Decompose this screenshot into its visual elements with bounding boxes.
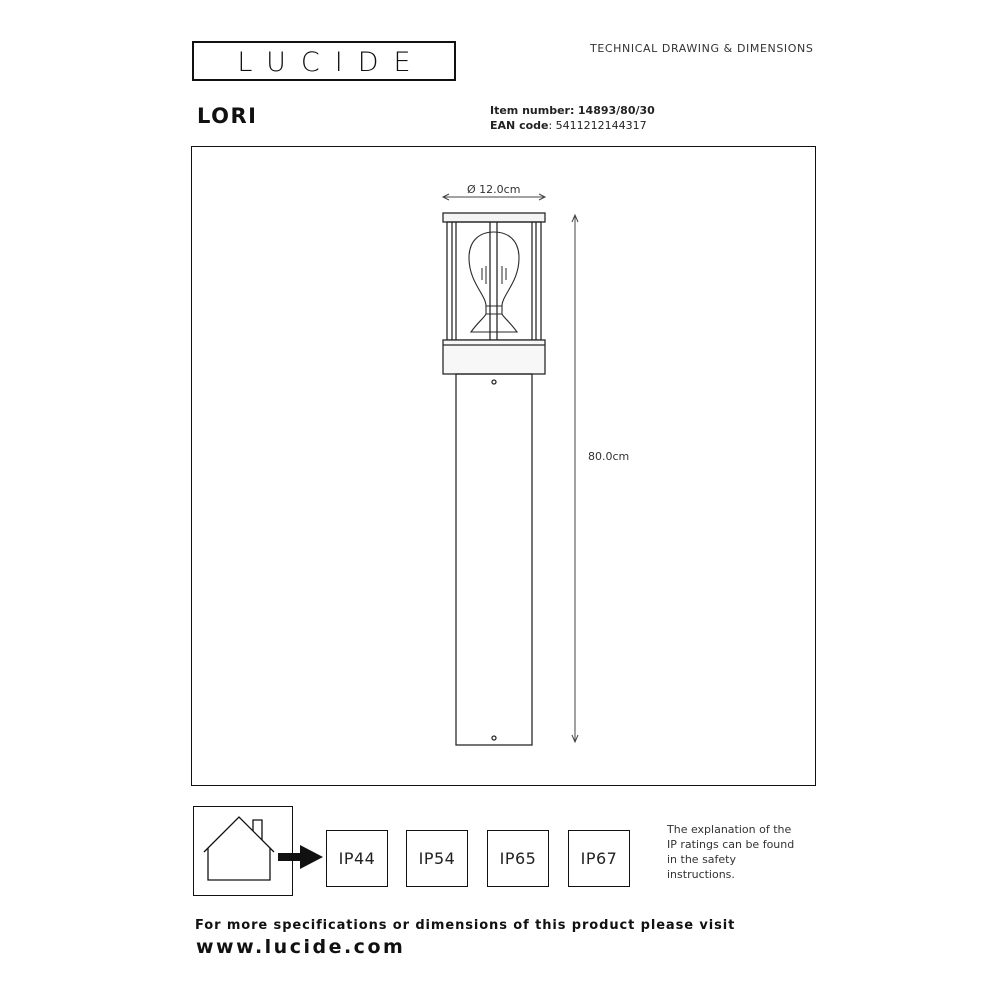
ip-rating-badge: IP65 [487, 830, 549, 887]
ip-note-text: IP ratings can be found [667, 838, 795, 851]
item-number-label: Item number: [490, 104, 575, 117]
brand-logo-text: LUCIDE [237, 47, 426, 78]
footer-text: For more specifications or dimensions of this product please visit [195, 918, 736, 933]
ip-rating-badge: IP54 [406, 830, 468, 887]
item-number-value: 14893/80/30 [577, 104, 655, 117]
height-dimension-line [572, 215, 578, 742]
indoor-outdoor-icon-box [193, 806, 293, 896]
ip-note-text: in the safety [667, 853, 737, 866]
diameter-dimension-label: Ø 12.0cm [467, 183, 521, 196]
ip-rating-badge: IP67 [568, 830, 630, 887]
ip-rating-badge: IP44 [326, 830, 388, 887]
height-dimension-label: 80.0cm [588, 450, 630, 463]
ip-note-text: instructions. [667, 868, 735, 881]
website-link[interactable]: www.lucide.com [196, 936, 406, 958]
ip-note-text: The explanation of the [667, 823, 792, 836]
ean-code-label: EAN code [490, 119, 549, 132]
document-type: TECHNICAL DRAWING & DIMENSIONS [590, 42, 814, 55]
product-name: LORI [197, 104, 258, 128]
ean-code-value: : 5411212144317 [548, 119, 647, 132]
bollard-lamp [443, 213, 545, 745]
